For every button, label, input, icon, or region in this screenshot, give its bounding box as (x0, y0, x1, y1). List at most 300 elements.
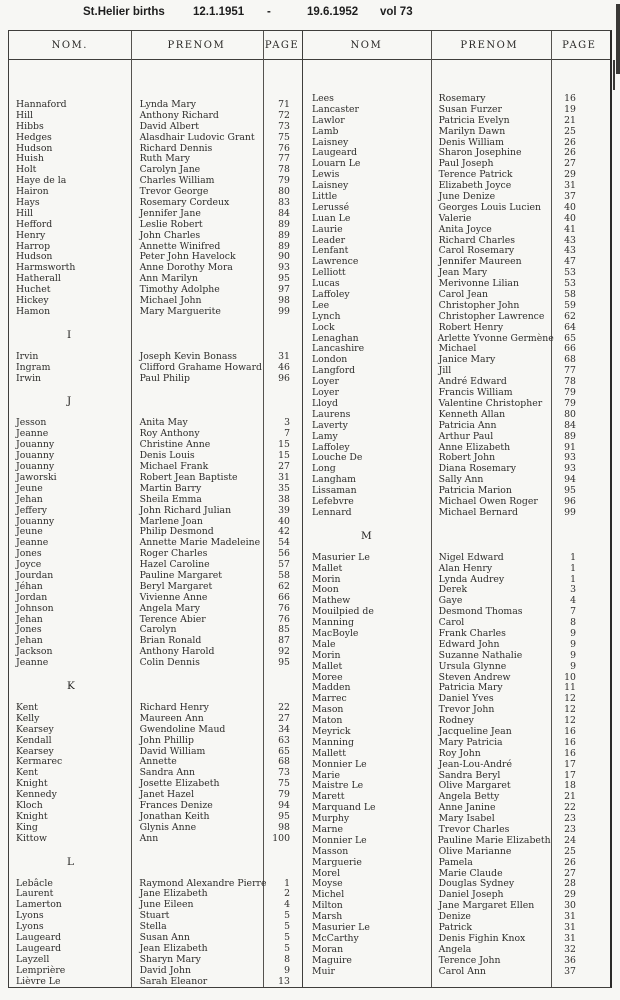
cell-page: 19 (564, 103, 576, 115)
cell-prenom: Patricia Marion (438, 485, 512, 497)
cell-nom: Hudson (16, 251, 53, 263)
cell-nom: MacBoyle (312, 627, 359, 639)
cell-prenom: Ann Marilyn (139, 273, 198, 285)
cell-nom: Hefford (16, 218, 53, 230)
cell-page: 53 (564, 267, 576, 279)
cell-prenom: Trevor John (438, 704, 495, 716)
cell-nom: Manning (312, 617, 354, 629)
table-row (303, 323, 610, 334)
cell-page: 9 (570, 660, 576, 672)
cell-prenom: Alasdhair Ludovic Grant (139, 131, 255, 143)
table-row (303, 651, 610, 662)
cell-prenom: John Charles (139, 229, 201, 241)
cell-page: 98 (278, 821, 290, 833)
cell-page: 1 (570, 562, 576, 574)
cell-prenom: Valerie (438, 212, 472, 224)
cell-nom: Hill (16, 207, 34, 219)
cell-page: 72 (278, 109, 290, 121)
cell-page: 89 (278, 240, 290, 252)
cell-nom: Lancashire (312, 343, 365, 355)
cell-nom: Jouanny (16, 515, 55, 527)
cell-nom: Masson (312, 845, 349, 857)
cell-nom: Jourdan (16, 569, 54, 581)
cell-prenom: David William (139, 745, 206, 757)
cell-nom: Jeffery (16, 504, 48, 516)
cell-page: 71 (278, 99, 290, 110)
table-row (9, 736, 302, 747)
cell-prenom: Jacqueline Jean (438, 725, 512, 737)
cell-prenom: Angela Betty (438, 791, 500, 803)
table-row (9, 307, 302, 318)
cell-nom: Knight (16, 810, 48, 822)
cell-prenom: Timothy Adolphe (139, 284, 220, 296)
cell-page: 23 (564, 824, 576, 835)
cell-prenom: Carol (438, 617, 465, 629)
cell-nom: Lièvre Le (16, 975, 61, 987)
cell-nom: Laurie (312, 223, 343, 235)
cell-prenom: Georges Louis Lucien (438, 201, 542, 213)
table-row (303, 967, 610, 978)
cell-nom: Maguire (312, 954, 352, 966)
cell-prenom: Daniel Yves (438, 693, 494, 705)
table-row (9, 966, 302, 977)
cell-page: 1 (570, 551, 576, 563)
cell-prenom: Jean-Lou-André (438, 758, 513, 770)
cell-nom: Huish (16, 153, 44, 165)
cell-nom: Lenfant (312, 245, 349, 257)
volume-label: vol 73 (380, 6, 413, 18)
table-row (303, 564, 610, 575)
cell-prenom: Gaye (438, 595, 463, 607)
cell-nom: Lees (312, 93, 334, 104)
cell-page: 15 (278, 439, 290, 451)
cell-page: 83 (278, 197, 290, 209)
cell-prenom: Desmond Thomas (438, 606, 523, 618)
cell-nom: Jaworski (16, 471, 57, 483)
cell-nom: King (16, 821, 38, 833)
cell-page: 36 (564, 954, 576, 966)
cell-nom: Lynch (312, 310, 341, 322)
cell-prenom: Christopher John (438, 299, 520, 311)
cell-nom: Lawrence (312, 256, 359, 268)
cell-nom: Maistre Le (312, 780, 364, 792)
cell-prenom: Patricia Evelyn (438, 114, 510, 126)
cell-prenom: Richard Charles (438, 234, 516, 246)
cell-page: 59 (564, 299, 576, 311)
cell-page: 12 (564, 693, 576, 705)
cell-nom: Madden (312, 682, 351, 694)
cell-nom: Marett (312, 791, 345, 803)
table-row (303, 508, 610, 519)
cell-prenom: Anne Dorothy Mora (139, 262, 233, 274)
cell-nom: Laugeard (312, 147, 358, 159)
cell-page: 4 (284, 899, 290, 911)
right-index-table (302, 30, 612, 988)
cell-prenom: Rosemary Cordeux (139, 197, 230, 209)
cell-nom: Lissaman (312, 485, 357, 497)
cell-prenom: Jane Margaret Ellen (438, 900, 535, 912)
cell-prenom: Carolyn Jane (139, 164, 201, 176)
scan-artifact (613, 60, 615, 90)
cell-prenom: Terence John (438, 954, 501, 966)
cell-nom: Muir (312, 965, 335, 977)
cell-page: 79 (278, 789, 290, 801)
cell-page: 84 (278, 207, 290, 219)
cell-prenom: Christopher Lawrence (438, 310, 545, 322)
cell-page: 43 (564, 245, 576, 257)
cell-prenom: Jean Mary (438, 267, 488, 279)
cell-prenom: Susan Ann (139, 932, 190, 943)
cell-prenom: Robert Henry (438, 321, 504, 333)
cell-nom: Harmsworth (16, 262, 76, 274)
table-row (9, 658, 302, 669)
cell-prenom: Peter John Havelock (139, 251, 236, 263)
cell-page: 99 (278, 305, 290, 317)
cell-nom: Moyse (312, 878, 343, 890)
column-header-nom: NOM. (51, 39, 88, 51)
cell-prenom: Patrick (438, 922, 472, 934)
cell-nom: Lenaghan (312, 332, 359, 344)
cell-nom: Jesson (16, 417, 47, 429)
cell-nom: Hatherall (16, 273, 61, 285)
cell-nom: Lewis (312, 169, 340, 181)
cell-page: 24 (564, 834, 576, 846)
section-letter: M (361, 529, 373, 542)
cell-page: 94 (564, 474, 576, 486)
cell-page: 84 (564, 419, 576, 431)
cell-nom: Knight (16, 778, 48, 790)
cell-prenom: Michael Owen Roger (438, 495, 538, 507)
cell-prenom: Sharon Josephine (438, 147, 522, 159)
cell-prenom: Trevor George (139, 186, 209, 198)
cell-page: 10 (564, 671, 576, 683)
cell-prenom: Sally Ann (438, 474, 484, 486)
cell-prenom: Olive Margaret (438, 780, 511, 792)
cell-prenom: Philip Desmond (139, 526, 214, 538)
cell-prenom: Alan Henry (438, 562, 493, 574)
cell-page: 56 (278, 548, 290, 560)
cell-nom: Laverty (312, 419, 348, 431)
cell-page: 26 (564, 136, 576, 148)
cell-prenom: Anita May (139, 417, 188, 429)
cell-page: 9 (570, 649, 576, 661)
cell-page: 27 (278, 461, 290, 473)
cell-prenom: Terence Patrick (438, 169, 513, 181)
cell-page: 29 (564, 169, 576, 181)
cell-nom: Kelly (16, 712, 40, 724)
cell-nom: Mallet (312, 562, 343, 574)
cell-prenom: Joseph Kevin Bonass (139, 350, 237, 362)
cell-nom: Laurens (312, 408, 351, 420)
cell-page: 93 (564, 463, 576, 475)
cell-nom: Joyce (16, 559, 42, 571)
cell-nom: Loyer (312, 376, 339, 388)
cell-nom: Lennard (312, 506, 352, 518)
cell-page: 85 (278, 624, 290, 636)
cell-prenom: Michael Bernard (438, 506, 518, 518)
left-table-body (9, 60, 302, 987)
cell-prenom: Jonathan Keith (139, 810, 210, 822)
cell-prenom: Pamela (438, 856, 473, 868)
cell-page: 16 (564, 725, 576, 737)
cell-prenom: Richard Henry (139, 701, 209, 713)
cell-prenom: Suzanne Nathalie (438, 649, 523, 661)
cell-page: 8 (570, 617, 576, 629)
cell-page: 93 (278, 262, 290, 274)
cell-page: 31 (564, 911, 576, 923)
cell-prenom: Maureen Ann (139, 712, 204, 724)
cell-nom: Monnier Le (312, 834, 367, 846)
cell-page: 28 (564, 878, 576, 890)
cell-prenom: Carol Rosemary (438, 245, 515, 257)
cell-page: 21 (564, 114, 576, 126)
register-title: St.Helier births (83, 6, 165, 18)
cell-prenom: Frank Charles (438, 627, 506, 639)
table-row (9, 374, 302, 385)
cell-nom: Mathew (312, 595, 351, 607)
cell-nom: Hickey (16, 295, 49, 307)
cell-prenom: Nigel Edward (438, 551, 504, 563)
cell-nom: Mallett (312, 747, 346, 759)
cell-nom: Laffoley (312, 441, 350, 453)
cell-prenom: Colin Dennis (139, 657, 200, 669)
cell-page: 27 (278, 712, 290, 724)
cell-page: 66 (278, 591, 290, 603)
cell-nom: Masurier Le (312, 551, 370, 563)
cell-page: 27 (564, 867, 576, 879)
cell-nom: Lee (312, 299, 330, 311)
cell-page: 63 (278, 734, 290, 746)
cell-nom: Marsh (312, 911, 343, 923)
cell-prenom: Daniel Joseph (438, 889, 504, 901)
cell-nom: Jeanne (16, 428, 49, 440)
cell-nom: Langford (312, 365, 356, 377)
cell-page: 8 (284, 953, 290, 965)
cell-page: 53 (564, 278, 576, 290)
cell-prenom: Janice Mary (438, 354, 496, 366)
cell-nom: Jordan (16, 591, 48, 603)
cell-nom: Monnier Le (312, 758, 367, 770)
cell-prenom: Angela (438, 943, 472, 955)
cell-prenom: Marie Claude (438, 867, 503, 879)
section-letter: I (67, 328, 73, 341)
cell-page: 3 (284, 417, 290, 429)
cell-nom: Jeune (16, 526, 43, 538)
cell-page: 31 (564, 180, 576, 192)
cell-nom: Lloyd (312, 397, 338, 409)
cell-page: 40 (564, 201, 576, 213)
cell-nom: Laugeard (16, 932, 62, 943)
cell-prenom: David Albert (139, 120, 200, 132)
cell-nom: Lamb (312, 125, 339, 137)
table-row (9, 231, 302, 242)
cell-page: 57 (278, 559, 290, 571)
cell-prenom: John Richard Julian (139, 504, 232, 516)
cell-nom: Milton (312, 900, 343, 912)
cell-page: 62 (278, 580, 290, 592)
cell-prenom: Valentine Christopher (438, 397, 543, 409)
cell-page: 25 (564, 125, 576, 137)
cell-nom: Lyons (16, 910, 44, 922)
cell-prenom: Edward John (438, 638, 500, 650)
cell-page: 43 (564, 234, 576, 246)
cell-prenom: Raymond Alexandre Pierre (139, 877, 267, 889)
right-table-header (303, 31, 610, 60)
cell-prenom: Michael (438, 343, 477, 355)
cell-nom: Leader (312, 234, 346, 246)
cell-prenom: Arlette Yvonne Germène (437, 332, 554, 344)
cell-page: 5 (284, 921, 290, 933)
index-tables (8, 30, 612, 988)
cell-prenom: Stuart (139, 910, 170, 922)
cell-page: 26 (564, 856, 576, 868)
cell-prenom: Christine Anne (139, 439, 211, 451)
cell-prenom: Diana Rosemary (438, 463, 516, 475)
cell-nom: Moon (312, 584, 339, 596)
cell-prenom: Arthur Paul (438, 430, 494, 442)
cell-prenom: Pauline Margaret (139, 569, 223, 581)
cell-nom: Langham (312, 474, 357, 486)
cell-prenom: Pauline Marie Elizabeth (437, 834, 551, 846)
cell-prenom: Anthony Richard (139, 109, 219, 121)
cell-prenom: John Phillip (139, 734, 194, 746)
cell-nom: Luan Le (312, 212, 351, 224)
cell-prenom: Brian Ronald (139, 635, 202, 647)
cell-prenom: Carol Ann (438, 965, 486, 977)
cell-nom: Hudson (16, 142, 53, 154)
cell-nom: Marie (312, 769, 340, 781)
cell-page: 22 (278, 701, 290, 713)
cell-page: 93 (564, 452, 576, 464)
cell-nom: Hill (16, 109, 34, 121)
cell-nom: Laisney (312, 180, 349, 192)
cell-page: 78 (278, 164, 290, 176)
cell-page: 32 (564, 943, 576, 955)
cell-nom: Harrop (16, 240, 51, 252)
cell-prenom: Denis William (438, 136, 504, 148)
cell-prenom: Terence Abier (139, 613, 206, 625)
left-table-header (9, 31, 302, 60)
cell-nom: Lyons (16, 921, 44, 933)
cell-page: 4 (570, 595, 576, 607)
table-row (303, 858, 610, 869)
cell-page: 58 (564, 289, 576, 301)
cell-page: 42 (278, 526, 290, 538)
cell-page: 79 (564, 387, 576, 399)
cell-prenom: Carol Jean (438, 289, 488, 301)
date-from: 12.1.1951 (193, 6, 245, 18)
cell-nom: Moree (312, 671, 343, 683)
cell-page: 89 (278, 218, 290, 230)
cell-prenom: Carolyn (139, 624, 177, 636)
cell-page: 95 (564, 485, 576, 497)
cell-prenom: Jill (438, 365, 452, 377)
cell-prenom: Leslie Robert (139, 218, 203, 230)
cell-nom: Morin (312, 573, 341, 585)
column-header-prenom: PRENOM (460, 39, 519, 51)
cell-nom: Ingram (16, 361, 51, 373)
cell-page: 9 (284, 964, 290, 976)
right-table-body (303, 60, 610, 977)
cell-page: 23 (564, 813, 576, 825)
cell-nom: Michel (312, 889, 345, 901)
cell-nom: Kearsey (16, 723, 54, 735)
table-row (303, 956, 610, 967)
cell-page: 75 (278, 131, 290, 143)
cell-nom: Lerussé (312, 201, 350, 213)
cell-nom: Long (312, 463, 336, 475)
table-row (9, 725, 302, 736)
page-header (0, 0, 620, 30)
cell-nom: Haye de la (16, 175, 67, 187)
cell-page: 79 (564, 397, 576, 409)
cell-page: 27 (564, 158, 576, 170)
cell-prenom: Denis Fighin Knox (438, 932, 526, 944)
cell-nom: Huchet (16, 284, 51, 296)
cell-prenom: Steven Andrew (438, 671, 511, 683)
cell-prenom: David John (139, 964, 191, 976)
cell-page: 89 (564, 430, 576, 442)
cell-page: 73 (278, 120, 290, 132)
cell-page: 80 (564, 408, 576, 420)
cell-page: 15 (278, 450, 290, 462)
cell-prenom: Vivienne Anne (139, 591, 208, 603)
table-row (303, 421, 610, 432)
cell-prenom: Annette Winifred (139, 240, 221, 252)
cell-nom: Meyrick (312, 725, 351, 737)
cell-nom: Kendall (16, 734, 52, 746)
table-row (9, 977, 302, 988)
cell-prenom: June Denize (438, 191, 496, 203)
cell-nom: Laurent (16, 888, 54, 900)
cell-prenom: Susan Furzer (438, 103, 502, 115)
cell-prenom: Roger Charles (139, 548, 208, 560)
date-range-dash: - (267, 6, 271, 18)
cell-prenom: Anne Janine (438, 802, 496, 814)
cell-page: 96 (564, 495, 576, 507)
cell-page: 39 (278, 504, 290, 516)
cell-prenom: Olive Marianne (438, 845, 512, 857)
cell-prenom: Janet Hazel (139, 789, 195, 801)
cell-nom: Hannaford (16, 99, 67, 110)
cell-page: 5 (284, 910, 290, 922)
table-row (9, 363, 302, 374)
cell-nom: Jeune (16, 482, 43, 494)
cell-prenom: Merivonne Lilian (438, 278, 519, 290)
cell-prenom: Mary Isabel (438, 813, 495, 825)
cell-prenom: Robert Jean Baptiste (139, 471, 238, 483)
cell-page: 37 (564, 965, 576, 977)
cell-page: 40 (564, 212, 576, 224)
cell-page: 97 (278, 284, 290, 296)
cell-prenom: Sandra Beryl (438, 769, 501, 781)
cell-prenom: Elizabeth Joyce (438, 180, 512, 192)
table-row (303, 760, 610, 771)
cell-page: 100 (272, 832, 290, 844)
cell-prenom: Anita Joyce (438, 223, 492, 235)
cell-prenom: Denize (438, 911, 471, 923)
cell-page: 96 (278, 372, 290, 384)
cell-prenom: Sharyn Mary (139, 953, 201, 965)
cell-page: 9 (570, 627, 576, 639)
cell-nom: Louarn Le (312, 158, 361, 170)
cell-prenom: Sarah Eleanor (139, 975, 208, 987)
cell-nom: Lamerton (16, 899, 62, 911)
table-row (9, 593, 302, 604)
cell-page: 1 (284, 877, 290, 889)
cell-prenom: Jennifer Jane (139, 207, 201, 219)
cell-page: 77 (278, 153, 290, 165)
